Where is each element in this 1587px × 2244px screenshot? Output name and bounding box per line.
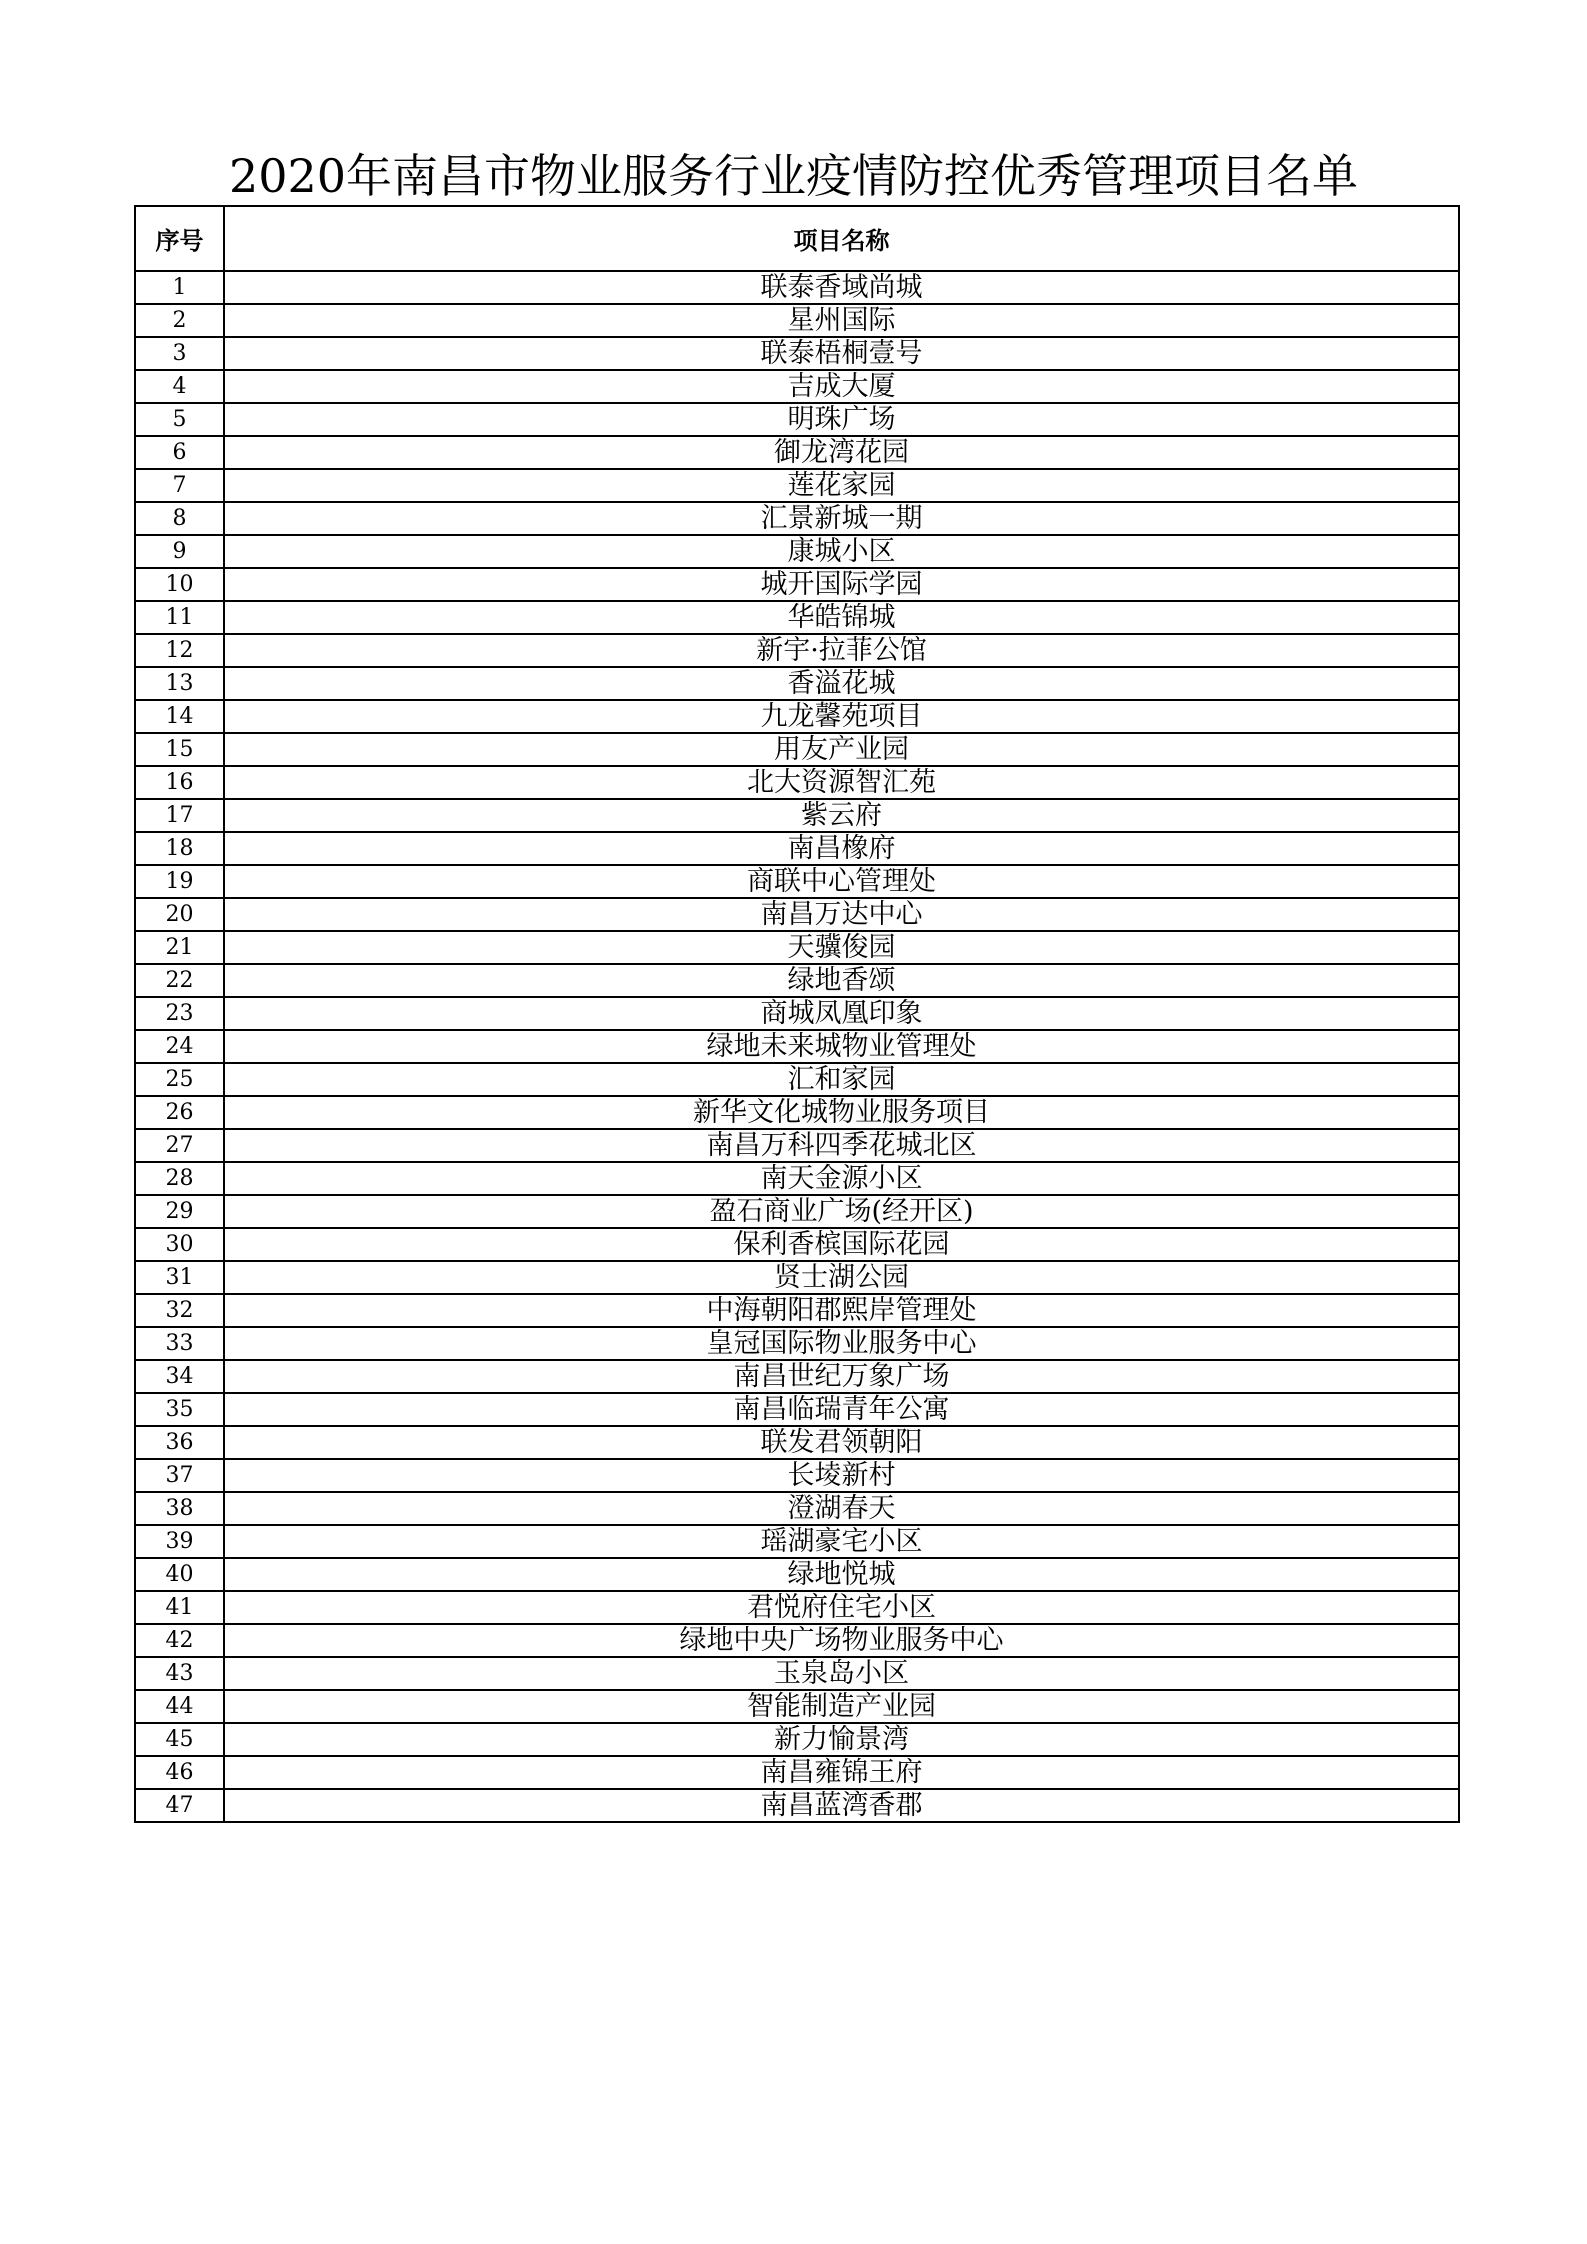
project-name: 绿地未来城物业管理处 [224, 1030, 1459, 1063]
row-index: 30 [135, 1228, 224, 1261]
row-index: 13 [135, 667, 224, 700]
row-index: 43 [135, 1657, 224, 1690]
row-index: 25 [135, 1063, 224, 1096]
project-name: 明珠广场 [224, 403, 1459, 436]
table-row [135, 1294, 1459, 1327]
table-row [135, 1360, 1459, 1393]
project-name: 澄湖春天 [224, 1492, 1459, 1525]
row-index: 21 [135, 931, 224, 964]
project-name: 新华文化城物业服务项目 [224, 1096, 1459, 1129]
table-row [135, 436, 1459, 469]
table-row [135, 1030, 1459, 1063]
table-row [135, 271, 1459, 304]
project-table [134, 205, 1460, 1823]
table-row [135, 1162, 1459, 1195]
table-row [135, 766, 1459, 799]
row-index: 3 [135, 337, 224, 370]
row-index: 26 [135, 1096, 224, 1129]
project-name: 南天金源小区 [224, 1162, 1459, 1195]
row-index: 41 [135, 1591, 224, 1624]
project-name: 绿地香颂 [224, 964, 1459, 997]
column-header-index: 序号 [135, 206, 224, 271]
row-index: 19 [135, 865, 224, 898]
table-row [135, 1195, 1459, 1228]
project-name: 汇和家园 [224, 1063, 1459, 1096]
table-header-row [135, 206, 1459, 271]
row-index: 18 [135, 832, 224, 865]
table-row [135, 1459, 1459, 1492]
table-row [135, 1723, 1459, 1756]
project-name: 南昌蓝湾香郡 [224, 1789, 1459, 1822]
row-index: 40 [135, 1558, 224, 1591]
project-name: 九龙馨苑项目 [224, 700, 1459, 733]
project-name: 贤士湖公园 [224, 1261, 1459, 1294]
project-name: 智能制造产业园 [224, 1690, 1459, 1723]
row-index: 11 [135, 601, 224, 634]
table-row [135, 931, 1459, 964]
project-name: 南昌万达中心 [224, 898, 1459, 931]
project-name: 香溢花城 [224, 667, 1459, 700]
project-name: 联泰梧桐壹号 [224, 337, 1459, 370]
project-name: 玉泉岛小区 [224, 1657, 1459, 1690]
table-row [135, 469, 1459, 502]
project-name: 联泰香域尚城 [224, 271, 1459, 304]
project-name: 紫云府 [224, 799, 1459, 832]
row-index: 20 [135, 898, 224, 931]
table-row [135, 1096, 1459, 1129]
row-index: 8 [135, 502, 224, 535]
project-name: 华皓锦城 [224, 601, 1459, 634]
row-index: 10 [135, 568, 224, 601]
table-row [135, 799, 1459, 832]
project-name: 皇冠国际物业服务中心 [224, 1327, 1459, 1360]
table-row [135, 1063, 1459, 1096]
table-row [135, 1525, 1459, 1558]
row-index: 5 [135, 403, 224, 436]
table-row [135, 1690, 1459, 1723]
table-row [135, 1393, 1459, 1426]
row-index: 45 [135, 1723, 224, 1756]
project-name: 商城凤凰印象 [224, 997, 1459, 1030]
table-row [135, 1492, 1459, 1525]
table-row [135, 700, 1459, 733]
table-row [135, 1129, 1459, 1162]
column-header-project-name: 项目名称 [224, 206, 1459, 271]
table-row [135, 1558, 1459, 1591]
project-name: 绿地悦城 [224, 1558, 1459, 1591]
row-index: 16 [135, 766, 224, 799]
table-row [135, 1261, 1459, 1294]
table-row [135, 1426, 1459, 1459]
row-index: 47 [135, 1789, 224, 1822]
row-index: 34 [135, 1360, 224, 1393]
project-name: 新宇·拉菲公馆 [224, 634, 1459, 667]
row-index: 27 [135, 1129, 224, 1162]
project-name: 汇景新城一期 [224, 502, 1459, 535]
project-name: 星州国际 [224, 304, 1459, 337]
project-name: 盈石商业广场(经开区) [224, 1195, 1459, 1228]
project-name: 商联中心管理处 [224, 865, 1459, 898]
project-name: 天骥俊园 [224, 931, 1459, 964]
table-row [135, 964, 1459, 997]
table-row [135, 1591, 1459, 1624]
row-index: 33 [135, 1327, 224, 1360]
project-name: 南昌临瑞青年公寓 [224, 1393, 1459, 1426]
row-index: 32 [135, 1294, 224, 1327]
project-name: 莲花家园 [224, 469, 1459, 502]
row-index: 22 [135, 964, 224, 997]
table-row [135, 865, 1459, 898]
row-index: 35 [135, 1393, 224, 1426]
row-index: 23 [135, 997, 224, 1030]
table-row [135, 898, 1459, 931]
project-name: 长堎新村 [224, 1459, 1459, 1492]
table-row [135, 502, 1459, 535]
row-index: 12 [135, 634, 224, 667]
row-index: 39 [135, 1525, 224, 1558]
table-row [135, 568, 1459, 601]
row-index: 29 [135, 1195, 224, 1228]
table-row [135, 601, 1459, 634]
table-row [135, 733, 1459, 766]
row-index: 7 [135, 469, 224, 502]
project-name: 新力愉景湾 [224, 1723, 1459, 1756]
row-index: 46 [135, 1756, 224, 1789]
row-index: 6 [135, 436, 224, 469]
project-name: 南昌万科四季花城北区 [224, 1129, 1459, 1162]
project-name: 南昌橡府 [224, 832, 1459, 865]
project-name: 保利香槟国际花园 [224, 1228, 1459, 1261]
row-index: 37 [135, 1459, 224, 1492]
project-name: 康城小区 [224, 535, 1459, 568]
table-row [135, 1657, 1459, 1690]
table-row [135, 1228, 1459, 1261]
project-name: 御龙湾花园 [224, 436, 1459, 469]
row-index: 15 [135, 733, 224, 766]
project-name: 瑶湖豪宅小区 [224, 1525, 1459, 1558]
table-row [135, 1756, 1459, 1789]
table-row [135, 403, 1459, 436]
table-row [135, 667, 1459, 700]
row-index: 36 [135, 1426, 224, 1459]
table-row [135, 370, 1459, 403]
project-name: 吉成大厦 [224, 370, 1459, 403]
table-row [135, 1624, 1459, 1657]
row-index: 24 [135, 1030, 224, 1063]
table-row [135, 1789, 1459, 1822]
row-index: 28 [135, 1162, 224, 1195]
project-name: 中海朝阳郡熙岸管理处 [224, 1294, 1459, 1327]
project-name: 联发君领朝阳 [224, 1426, 1459, 1459]
row-index: 17 [135, 799, 224, 832]
row-index: 9 [135, 535, 224, 568]
row-index: 2 [135, 304, 224, 337]
row-index: 42 [135, 1624, 224, 1657]
row-index: 44 [135, 1690, 224, 1723]
table-row [135, 304, 1459, 337]
project-name: 绿地中央广场物业服务中心 [224, 1624, 1459, 1657]
project-name: 南昌雍锦王府 [224, 1756, 1459, 1789]
table-row [135, 1327, 1459, 1360]
table-row [135, 634, 1459, 667]
project-name: 君悦府住宅小区 [224, 1591, 1459, 1624]
project-name: 南昌世纪万象广场 [224, 1360, 1459, 1393]
table-row [135, 337, 1459, 370]
project-name: 北大资源智汇苑 [224, 766, 1459, 799]
table-row [135, 997, 1459, 1030]
row-index: 31 [135, 1261, 224, 1294]
table-row [135, 535, 1459, 568]
page-title: 2020年南昌市物业服务行业疫情防控优秀管理项目名单 [228, 149, 1359, 203]
row-index: 4 [135, 370, 224, 403]
row-index: 38 [135, 1492, 224, 1525]
row-index: 1 [135, 271, 224, 304]
project-name: 用友产业园 [224, 733, 1459, 766]
table-row [135, 832, 1459, 865]
project-name: 城开国际学园 [224, 568, 1459, 601]
row-index: 14 [135, 700, 224, 733]
